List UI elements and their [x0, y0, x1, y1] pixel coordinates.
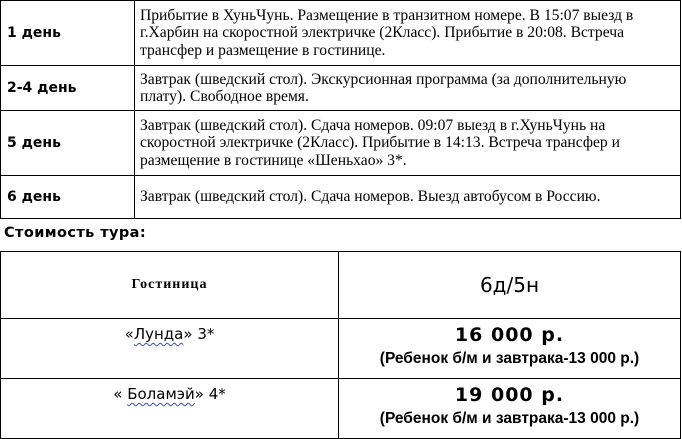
hotel-stars: 3* — [192, 325, 215, 343]
price-cell — [339, 379, 681, 439]
header-hotel: Гостиница — [1, 252, 339, 319]
itinerary-day: 2-4 день — [1, 66, 135, 111]
itinerary-row — [1, 176, 681, 219]
cost-heading: Стоимость тура: — [4, 225, 147, 241]
hotel-stars: 4* — [203, 385, 226, 403]
header-duration: 6д/5н — [339, 252, 681, 319]
price-note: (Ребенок б/м и завтрака-13 000 р.) — [379, 410, 640, 427]
hotel-name: Боламэй — [127, 385, 195, 403]
hotel-name-cell — [1, 319, 339, 379]
price-row — [1, 319, 681, 379]
price-cell — [339, 319, 681, 379]
open-quote: « — [124, 325, 134, 343]
itinerary-description: Прибытие в ХуньЧунь. Размещение в транзитном номере. В 15:07 выезд в г.Харбин на скоростной электричке (2Класс). Прибытие в 20:08. Встреча трансфер и размещение в гостинице. — [135, 1, 681, 66]
close-quote: » — [183, 325, 193, 343]
itinerary-day: 6 день — [1, 176, 135, 219]
open-quote: « — [113, 385, 128, 403]
hotel-name: Лунда — [133, 325, 184, 343]
price-header-row — [1, 252, 681, 319]
itinerary-description: Завтрак (шведский стол). Сдача номеров. Выезд автобусом в Россию. — [135, 176, 681, 219]
hotel-name-cell — [1, 379, 339, 439]
price-note: (Ребенок б/м и завтрака-13 000 р.) — [379, 350, 640, 367]
itinerary-row — [1, 111, 681, 176]
price-table — [0, 251, 681, 439]
itinerary-row — [1, 66, 681, 111]
close-quote: » — [194, 385, 204, 403]
itinerary-day: 1 день — [1, 1, 135, 66]
price-value: 19 000 р. — [454, 384, 565, 406]
itinerary-table — [0, 0, 681, 219]
itinerary-description: Завтрак (шведский стол). Сдача номеров. 09:07 выезд в г.ХуньЧунь на скоростной электричке (2Класс). Прибытие в 14:13. Встреча трансфер и размещение в гостинице «Шеньхао» 3*. — [135, 111, 681, 176]
price-row — [1, 379, 681, 439]
itinerary-row — [1, 1, 681, 66]
itinerary-day: 5 день — [1, 111, 135, 176]
price-value: 16 000 р. — [454, 324, 565, 346]
itinerary-description: Завтрак (шведский стол). Экскурсионная программа (за дополнительную плату). Свободное время. — [135, 66, 681, 111]
